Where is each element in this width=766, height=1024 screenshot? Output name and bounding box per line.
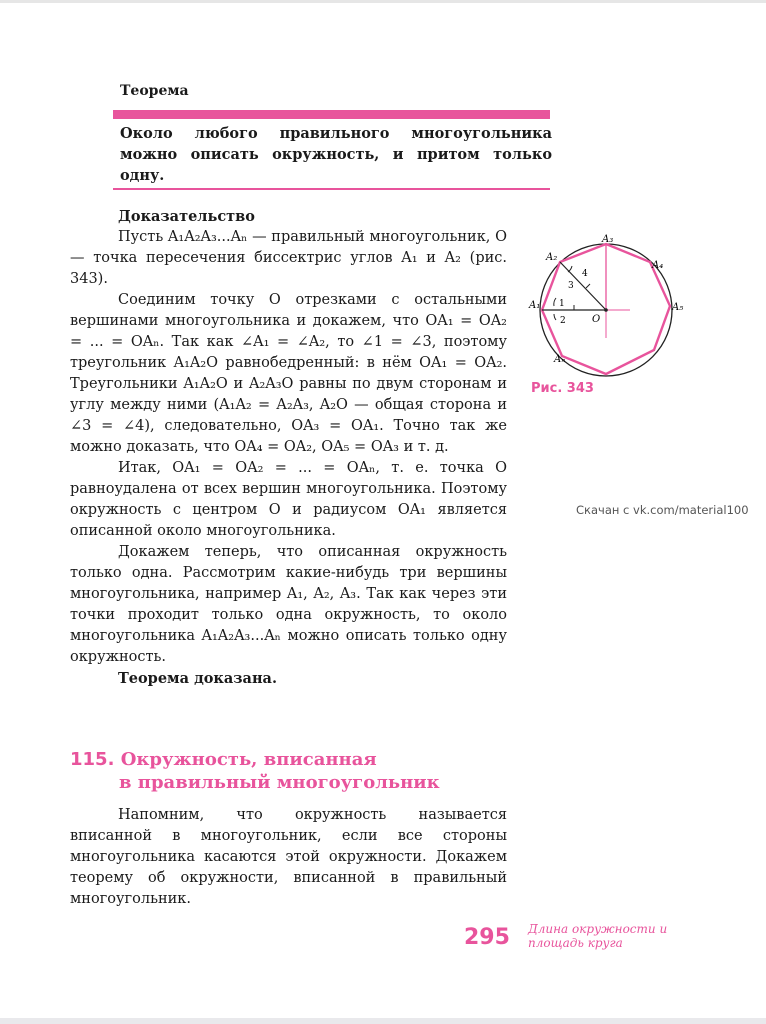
section-number: 115. — [70, 749, 115, 770]
label-angle-2: 2 — [560, 316, 566, 326]
label-angle-3: 3 — [568, 281, 574, 291]
section-title-line-1 — [70, 748, 510, 771]
label-a2: A₂ — [546, 252, 558, 263]
angle-2-arc — [554, 314, 556, 320]
label-angle-4: 4 — [582, 269, 588, 279]
section-title-text-1: Окружность, вписанная — [120, 749, 377, 770]
theorem-bottom-line — [113, 188, 550, 190]
theorem-top-bar — [113, 110, 550, 119]
watermark-text: Скачан с vk.com/material100 — [576, 503, 749, 517]
center-point — [604, 308, 608, 312]
proof-heading: Доказательство — [118, 208, 255, 225]
proof-conclusion: Теорема доказана. — [118, 670, 277, 687]
proof-paragraph-3: Итак, OA₁ = OA₂ = ... = OAₙ, т. е. точка O равноудалена от всех вершин многоугольника. Поэтому окружность с центром O и радиусом OA₁ является описанной около многоугольника. — [70, 460, 507, 539]
angle-1-arc — [554, 298, 556, 306]
label-a1: A₁ — [529, 300, 541, 311]
section-title-line-2: в правильный многоугольник — [119, 772, 440, 793]
label-a5: A₅ — [672, 302, 684, 313]
bottom-border — [0, 1018, 766, 1024]
label-a3: A₃ — [602, 234, 614, 245]
label-angle-1: 1 — [559, 299, 565, 309]
tick-mark-1 — [586, 284, 590, 288]
proof-paragraph-2: Соединим точку O отрезками с остальными вершинами многоугольника и докажем, что OA₁ = OA₂ = ... = OAₙ. Так как ∠A₁ = ∠A₂, то ∠1 = ∠3, поэтому треугольник A₁A₂O равнобедренный: в нём OA₁ = OA₂. Треугольники A₁A₂O и A₂A₃O равны по двум сторонам и углу между ними (A₁A₂ = A₂A₃, A₂O — общая сторона и ∠3 = ∠4), следовательно, OA₃ = OA₁. Точно так же можно доказать, что OA₄ = OA₂, OA₅ = OA₃ и т. д. — [70, 292, 507, 455]
theorem-statement: Около любого правильного многоугольника можно описать окружность, и притом только одну. — [120, 125, 552, 184]
polygon-diagram — [522, 228, 692, 378]
top-border — [0, 0, 766, 3]
angle-3-arc — [568, 266, 572, 272]
proof-paragraph-4: Докажем теперь, что описанная окружность только одна. Рассмотрим какие-нибудь три вершины многоугольника, например A₁, A₂, A₃. Так как через эти точки проходит только одна окружность, то около многоугольника A₁A₂A₃...Aₙ можно описать только одну окружность. — [70, 544, 507, 665]
label-an: Aₙ — [554, 354, 566, 365]
proof-paragraph-1: Пусть A₁A₂A₃...Aₙ — правильный многоугольник, O — точка пересечения биссектрис углов A₁ и A₂ (рис. 343). — [70, 229, 507, 287]
figure-caption: Рис. 343 — [531, 381, 594, 396]
label-o: O — [592, 314, 601, 325]
section-title — [70, 748, 510, 794]
section-body — [70, 805, 507, 910]
label-a4: A₄ — [652, 260, 664, 271]
proof-block — [70, 206, 507, 689]
theorem-heading: Теорема — [120, 83, 189, 99]
figure-343 — [522, 228, 692, 378]
section-paragraph: Напомним, что окружность называется вписанной в многоугольник, если все стороны многоугольника касаются этой окружности. Докажем теорему об окружности, вписанной в правильный многоугольник. — [70, 807, 507, 907]
page-number: 295 — [464, 925, 510, 950]
running-title: Длина окружности и площадь круга — [528, 922, 668, 950]
